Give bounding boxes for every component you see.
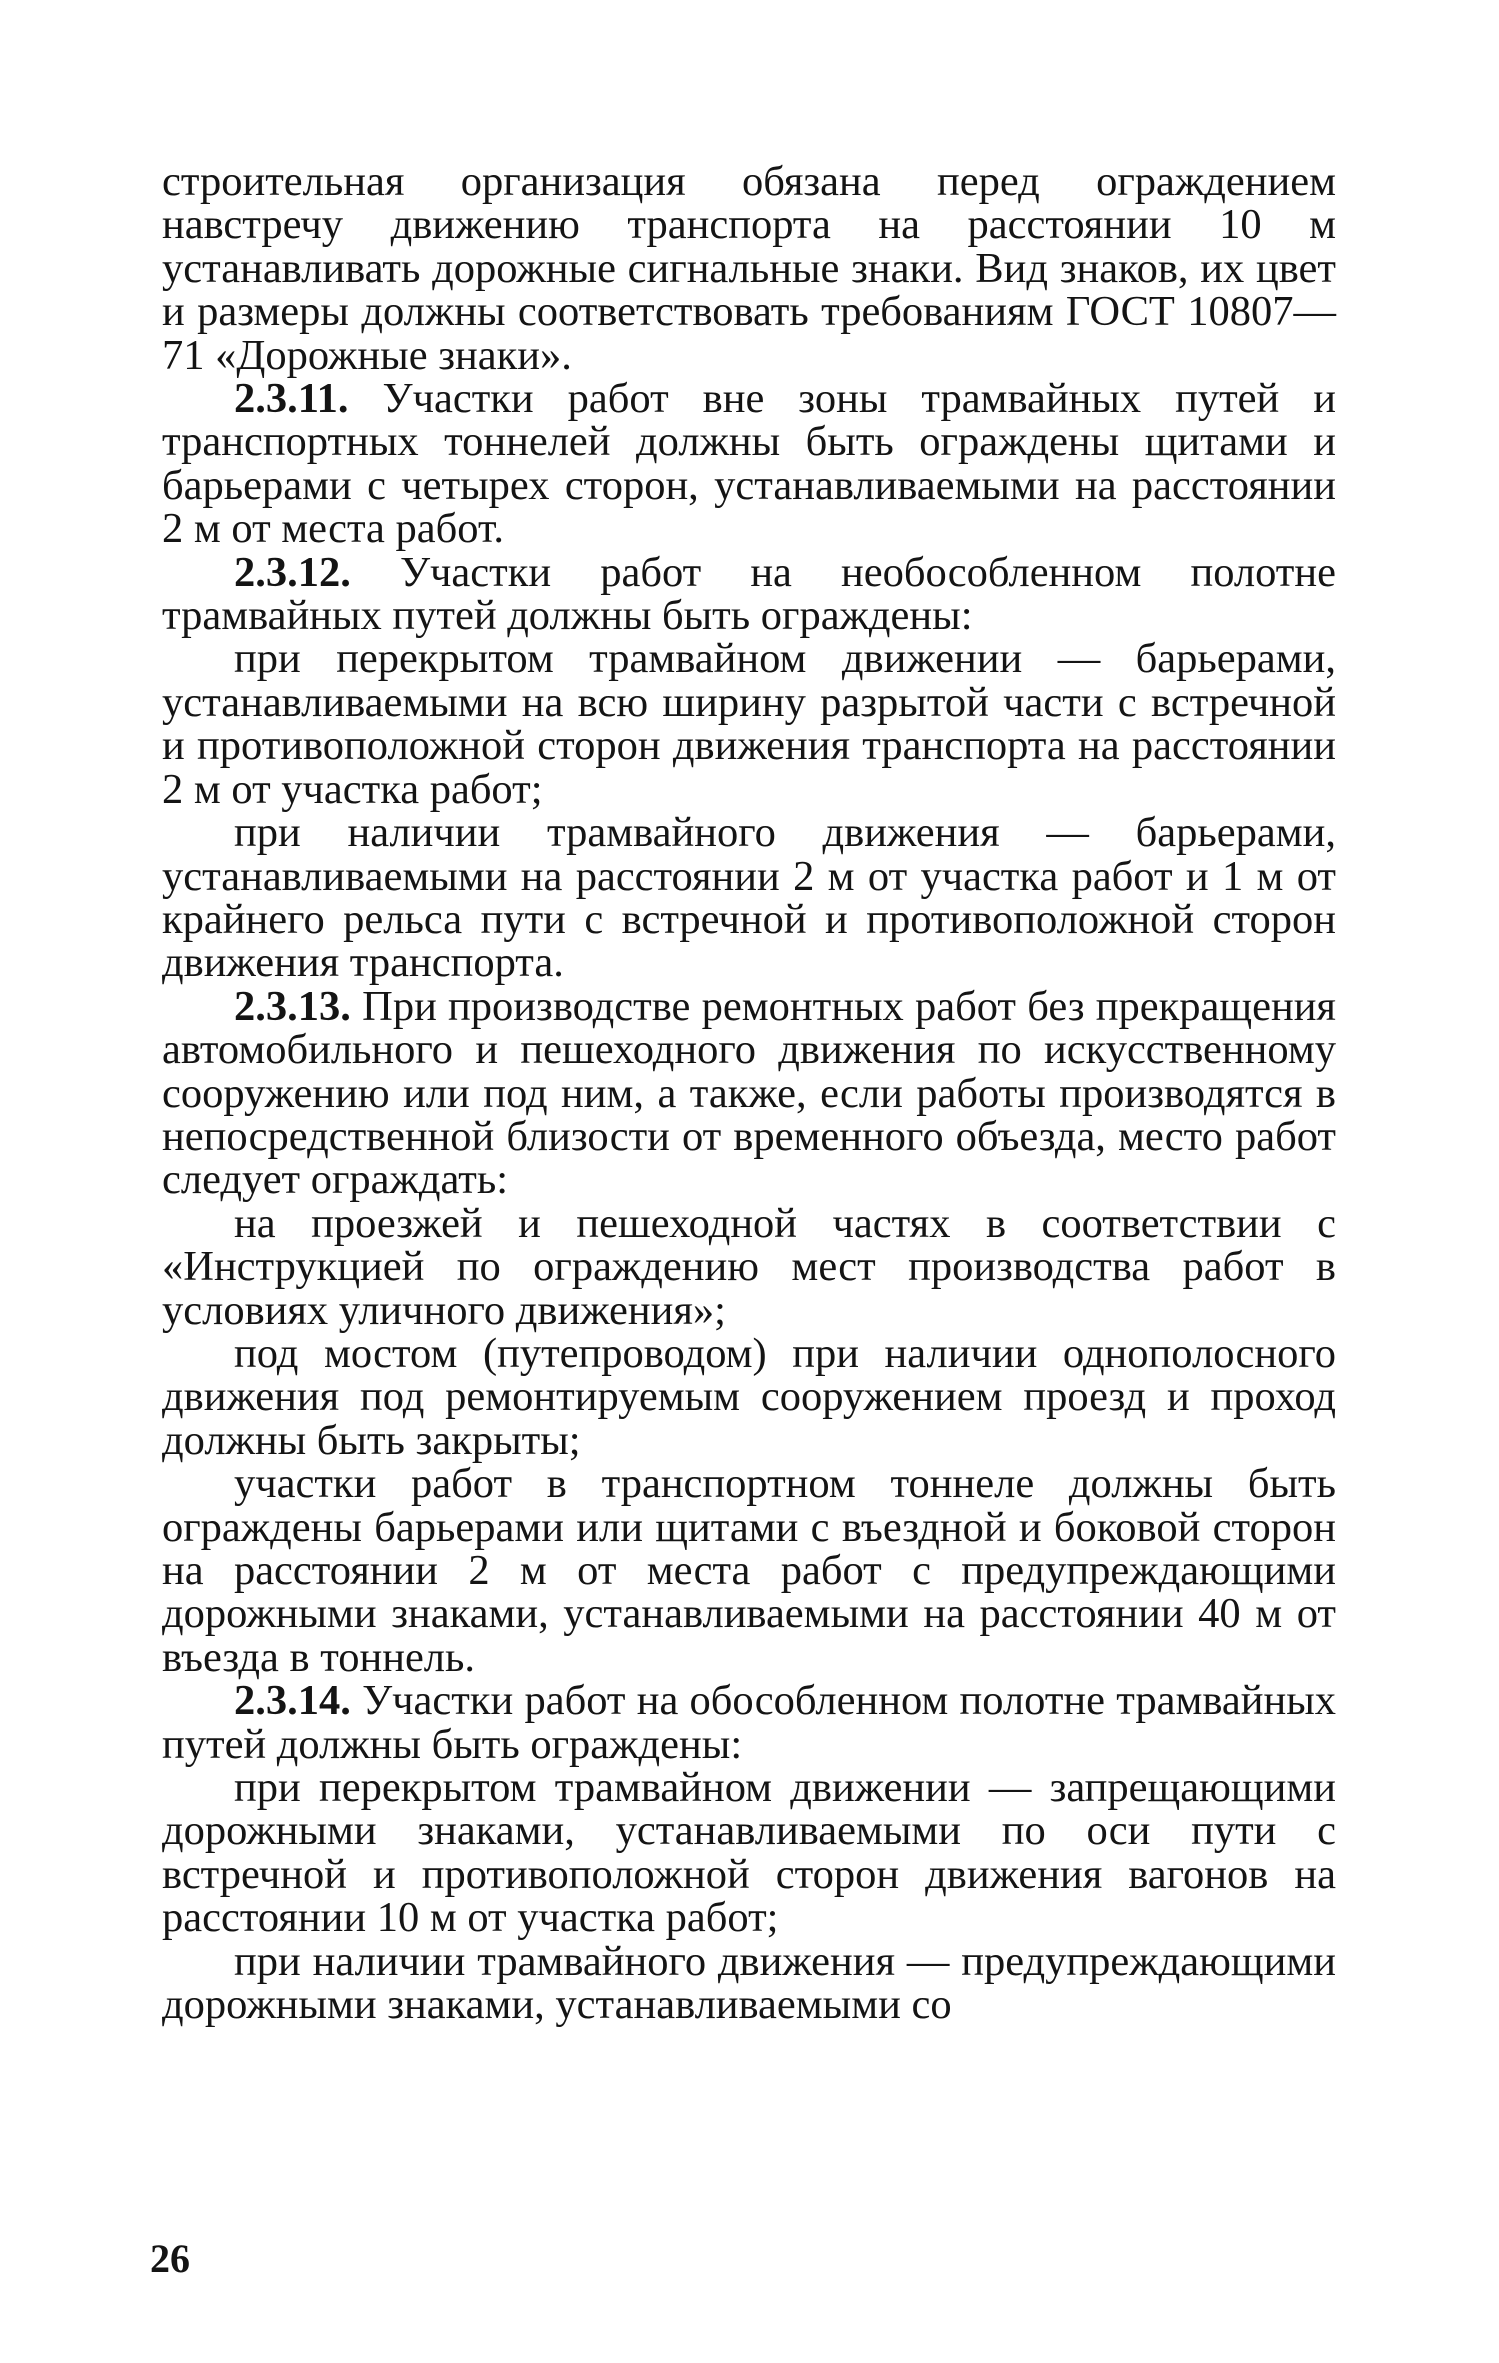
clause-number: 2.3.11. — [234, 375, 349, 423]
paragraph-item — [162, 1199, 1336, 1334]
paragraph-text: Участки работ на обособленном полотне трамвайных путей должны быть ограждены: — [162, 1677, 1336, 1768]
paragraph-text: Участки работ вне зоны трамвайных путей и транспортных тоннелей должны быть ограждены щитами и барьерами с четырех сторон, устанавливаемыми на расстоянии 2 м от места работ. — [162, 375, 1336, 553]
paragraph-item — [162, 637, 1336, 811]
page-number: 26 — [150, 2236, 190, 2281]
page-text — [162, 158, 1336, 2029]
paragraph-text: Участки работ на необособленном полотне трамвайных путей должны быть ограждены: — [162, 548, 1336, 640]
paragraph-2-3-12 — [162, 548, 1336, 640]
paragraph-2-3-11 — [162, 377, 1336, 551]
paragraph-item — [162, 1937, 1336, 2029]
paragraph-text: под мостом (путепроводом) при наличии однополосного движения под ремонтируемым сооружением проезд и проход должны быть закрыты; — [162, 1329, 1336, 1464]
paragraph-text: при наличии трамвайного движения — барьерами, устанавливаемыми на расстоянии 2 м от участка работ и 1 м от крайнего рельса пути с встречной и противоположной сторон движения транспорта. — [162, 809, 1336, 987]
clause-number: 2.3.12. — [234, 548, 351, 596]
paragraph-text: участки работ в транспортном тоннеле должны быть ограждены барьерами или щитами с въездной и боковой сторон на расстоянии 2 м от места работ с предупреждающими дорожными знаками, устанавливаемыми на расстоянии 40 м от въезда в тоннель. — [162, 1460, 1336, 1681]
paragraph-item — [162, 1329, 1336, 1464]
paragraph-2-3-14 — [162, 1679, 1336, 1766]
paragraph-text: строительная организация обязана перед ограждением навстречу движению транспорта на расстоянии 10 м устанавливать дорожные сигнальные знаки. Вид знаков, их цвет и размеры должны соответствовать требованиям ГОСТ 10807—71 «Дорожные знаки». — [162, 158, 1336, 379]
clause-number: 2.3.13. — [234, 982, 351, 1030]
paragraph-text: на проезжей и пешеходной частях в соответствии с «Инструкцией по ограждению мест производства работ в условиях уличного движения»; — [162, 1199, 1336, 1334]
paragraph-0 — [162, 160, 1336, 377]
paragraph-item — [162, 1462, 1336, 1679]
paragraph-text: при перекрытом трамвайном движении — барьерами, устанавливаемыми на всю ширину разрытой части с встречной и противоположной сторон движения транспорта на расстоянии 2 м от участка работ; — [162, 635, 1336, 813]
paragraph-text: при наличии трамвайного движения — предупреждающими дорожными знаками, устанавливаемыми со — [162, 1937, 1336, 2029]
clause-number: 2.3.14. — [234, 1677, 351, 1725]
paragraph-text: при перекрытом трамвайном движении — запрещающими дорожными знаками, устанавливаемыми по оси пути с встречной и противоположной сторон движения вагонов на расстоянии 10 м от участка работ; — [162, 1764, 1336, 1942]
paragraph-item — [162, 1766, 1336, 1940]
paragraph-text: При производстве ремонтных работ без прекращения автомобильного и пешеходного движения по искусственному сооружению или под ним, а также, если работы производятся в непосредственной близости от временного объезда, место работ следует ограждать: — [162, 982, 1336, 1204]
paragraph-item — [162, 811, 1336, 985]
paragraph-2-3-13 — [162, 982, 1336, 1204]
